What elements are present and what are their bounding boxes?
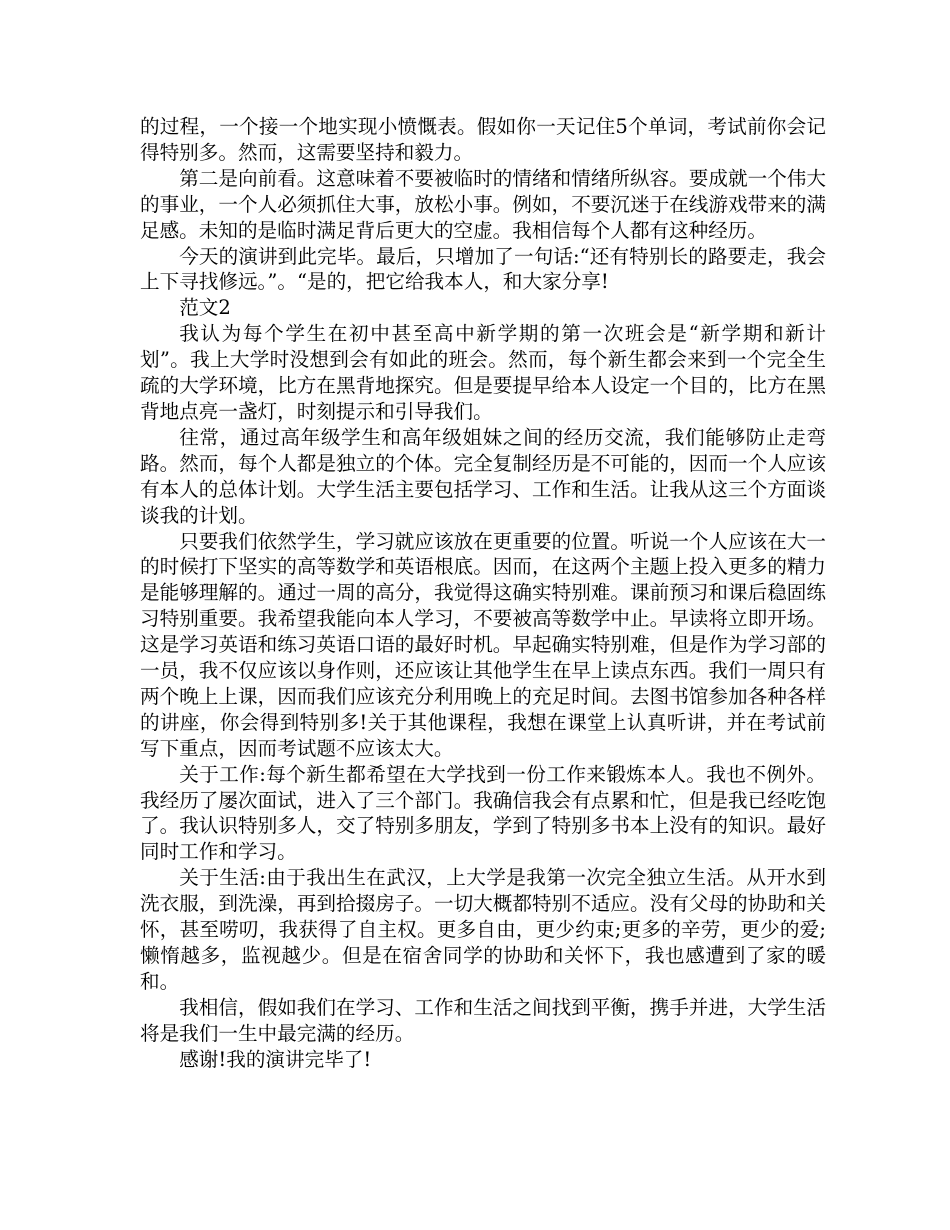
paragraph-continuation: 的过程，一个接一个地实现小愤慨表。假如你一天记住5个单词，考试前你会记得特别多。然而，这需要坚持和毅力。 [140, 115, 826, 164]
paragraph-look-forward: 第二是向前看。这意味着不要被临时的情绪和情绪所纵容。要成就一个伟大的事业，一个人必须抓住大事，放松小事。例如，不要沉迷于在线游戏带来的满足感。未知的是临时满足背后更大的空虚。我相信每个人都有这种经历。 [140, 166, 826, 242]
paragraph-speech-end: 今天的演讲到此完毕。最后，只增加了一句话:“还有特别长的路要走，我会上下寻找修远。”。“是的，把它给我本人，和大家分享! [140, 244, 826, 294]
paragraph-balance: 我相信，假如我们在学习、工作和生活之间找到平衡，携手并进，大学生活将是我们一生中最完满的经历。 [140, 995, 826, 1045]
paragraph-life-plan: 关于生活:由于我出生在武汉，上大学是我第一次完全独立生活。从开水到洗衣服，到洗澡，再到拾掇房子。一切大概都特别不适应。没有父母的协助和关怀，甚至唠叨，我获得了自主权。更多自由，更少约束;更多的辛劳，更少的爱;懒惰越多，监视越少。但是在宿舍同学的协助和关怀下，我也感遭到了家的暖和。 [140, 866, 826, 993]
paragraph-new-semester: 我认为每个学生在初中甚至高中新学期的第一次班会是“新学期和新计划”。我上大学时没想到会有如此的班会。然而，每个新生都会来到一个完全生疏的大学环境，比方在黑背地探究。但是要提早给本人设定一个目的，比方在黑背地点亮一盏灯，时刻提示和引导我们。 [140, 322, 826, 423]
section-heading-sample-2: 范文2 [179, 296, 231, 320]
paragraph-work-plan: 关于工作:每个新生都希望在大学找到一份工作来锻炼本人。我也不例外。我经历了屡次面试，进入了三个部门。我确信我会有点累和忙，但是我已经吃饱了。我认识特别多人，交了特别多朋友，学到了特别多书本上没有的知识。最好同时工作和学习。 [140, 762, 826, 864]
paragraph-study-plan: 只要我们依然学生，学习就应该放在更重要的位置。听说一个人应该在大一的时候打下坚实的高等数学和英语根底。因而，在这两个主题上投入更多的精力是能够理解的。通过一周的高分，我觉得这确实特别难。课前预习和课后稳固练习特别重要。我希望我能向本人学习，不要被高等数学中止。早读将立即开场。这是学习英语和练习英语口语的最好时机。早起确实特别难，但是作为学习部的一员，我不仅应该以身作则，还应该让其他学生在早上读点东西。我们一周只有两个晚上上课，因而我们应该充分利用晚上的充足时间。去图书馆参加各种各样的讲座，你会得到特别多!关于其他课程，我想在课堂上认真听讲，并在考试前写下重点，因而考试题不应该太大。 [140, 529, 826, 760]
paragraph-experience-exchange: 往常，通过高年级学生和高年级姐妹之间的经历交流，我们能够防止走弯路。然而，每个人都是独立的个体。完全复制经历是不可能的，因而一个人应该有本人的总体计划。大学生活主要包括学习、工作和生活。让我从这三个方面谈谈我的计划。 [140, 425, 826, 527]
paragraph-thanks: 感谢!我的演讲完毕了! [179, 1047, 372, 1071]
document-page [140, 114, 826, 1073]
